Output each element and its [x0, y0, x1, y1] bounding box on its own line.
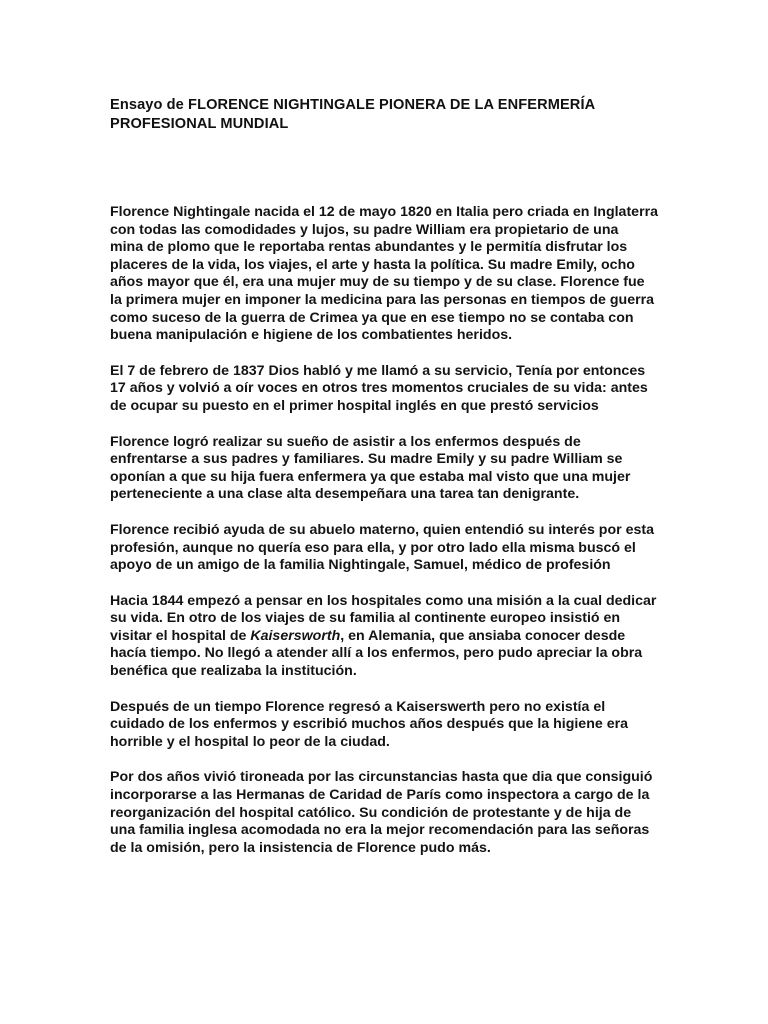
- paragraph: [110, 769, 670, 857]
- text-line: oponían a que su hija fuera enfermera ya que estaba mal visto que una mujer: [110, 468, 631, 485]
- text-line: Hacia 1844 empezó a pensar en los hospitales como una misión a la cual dedicar: [110, 592, 657, 609]
- text-line: una familia inglesa acomodada no era la mejor recomendación para las señoras: [110, 822, 650, 839]
- paragraph: [110, 699, 670, 752]
- paragraph: [110, 593, 670, 681]
- text-line: Por dos años vivió tironeada por las circunstancias hasta que dia que consiguió: [110, 769, 653, 786]
- title-line: PROFESIONAL MUNDIAL: [110, 116, 289, 132]
- paragraph: [110, 434, 670, 504]
- text-line: Florence logró realizar su sueño de asistir a los enfermos después de: [110, 433, 581, 450]
- title-line: Ensayo de FLORENCE NIGHTINGALE PIONERA DE LA ENFERMERÍA: [110, 97, 596, 113]
- text-line: hacía tiempo. No llegó a atender allí a los enfermos, pero pudo apreciar la obra: [110, 645, 643, 662]
- text-line: cuidado de los enfermos y escribió muchos años después que la higiene era: [110, 716, 628, 733]
- paragraph: [110, 363, 670, 416]
- text-line: mina de plomo que le reportaba rentas abundantes y le permitía disfrutar los: [110, 239, 628, 256]
- text-line: [110, 628, 670, 646]
- text-line: horrible y el hospital lo peor de la ciudad.: [110, 733, 390, 750]
- text-fragment: , en Alemania, que ansiaba conocer desde: [340, 627, 626, 644]
- text-line: de ocupar su puesto en el primer hospital inglés en que prestó servicios: [110, 397, 599, 414]
- text-line: buena manipulación e higiene de los combatientes heridos.: [110, 327, 513, 344]
- text-line: placeres de la vida, los viajes, el arte y hasta la política. Su madre Emily, ocho: [110, 256, 635, 273]
- text-line: benéfica que realizaba la institución.: [110, 663, 357, 680]
- text-line: Florence recibió ayuda de su abuelo materno, quien entendió su interés por esta: [110, 521, 654, 538]
- text-line: apoyo de un amigo de la familia Nightingale, Samuel, médico de profesión: [110, 557, 611, 574]
- text-line: su vida. En otro de los viajes de su familia al continente europeo insistió en: [110, 610, 621, 627]
- text-line: Florence Nightingale nacida el 12 de mayo 1820 en Italia pero criada en Inglaterra: [110, 204, 658, 220]
- paragraph: [110, 522, 670, 575]
- document-title: [110, 96, 670, 134]
- text-line: profesión, aunque no quería eso para ella, y por otro lado ella misma buscó el: [110, 539, 636, 556]
- text-line: como suceso de la guerra de Crimea ya que en ese tiempo no se contaba con: [110, 309, 634, 326]
- text-line: con todas las comodidades y lujos, su padre William era propietario de una: [110, 221, 619, 238]
- place-name-italic: Kaisersworth: [250, 627, 341, 644]
- paragraph: [110, 204, 670, 345]
- text-line: reorganización del hospital católico. Su condición de protestante y de hija de: [110, 804, 632, 821]
- text-line: la primera mujer en imponer la medicina para las personas en tiempos de guerra: [110, 291, 655, 308]
- text-line: El 7 de febrero de 1837 Dios habló y me llamó a su servicio, Tenía por entonces: [110, 362, 646, 379]
- text-line: enfrentarse a sus padres y familiares. Su madre Emily y su padre William se: [110, 451, 623, 468]
- text-line: perteneciente a una clase alta desempeñara una tarea tan denigrante.: [110, 486, 580, 503]
- text-line: incorporarse a las Hermanas de Caridad de París como inspectora a cargo de la: [110, 787, 650, 804]
- text-line: años mayor que él, era una mujer muy de su tiempo y de su clase. Florence fue: [110, 274, 645, 291]
- text-line: Después de un tiempo Florence regresó a Kaiserswerth pero no existía el: [110, 698, 606, 715]
- text-line: de la omisión, pero la insistencia de Florence pudo más.: [110, 839, 491, 856]
- text-fragment: visitar el hospital de: [110, 627, 251, 644]
- text-line: 17 años y volvió a oír voces en otros tres momentos cruciales de su vida: antes: [110, 380, 648, 397]
- essay-body: [110, 204, 670, 875]
